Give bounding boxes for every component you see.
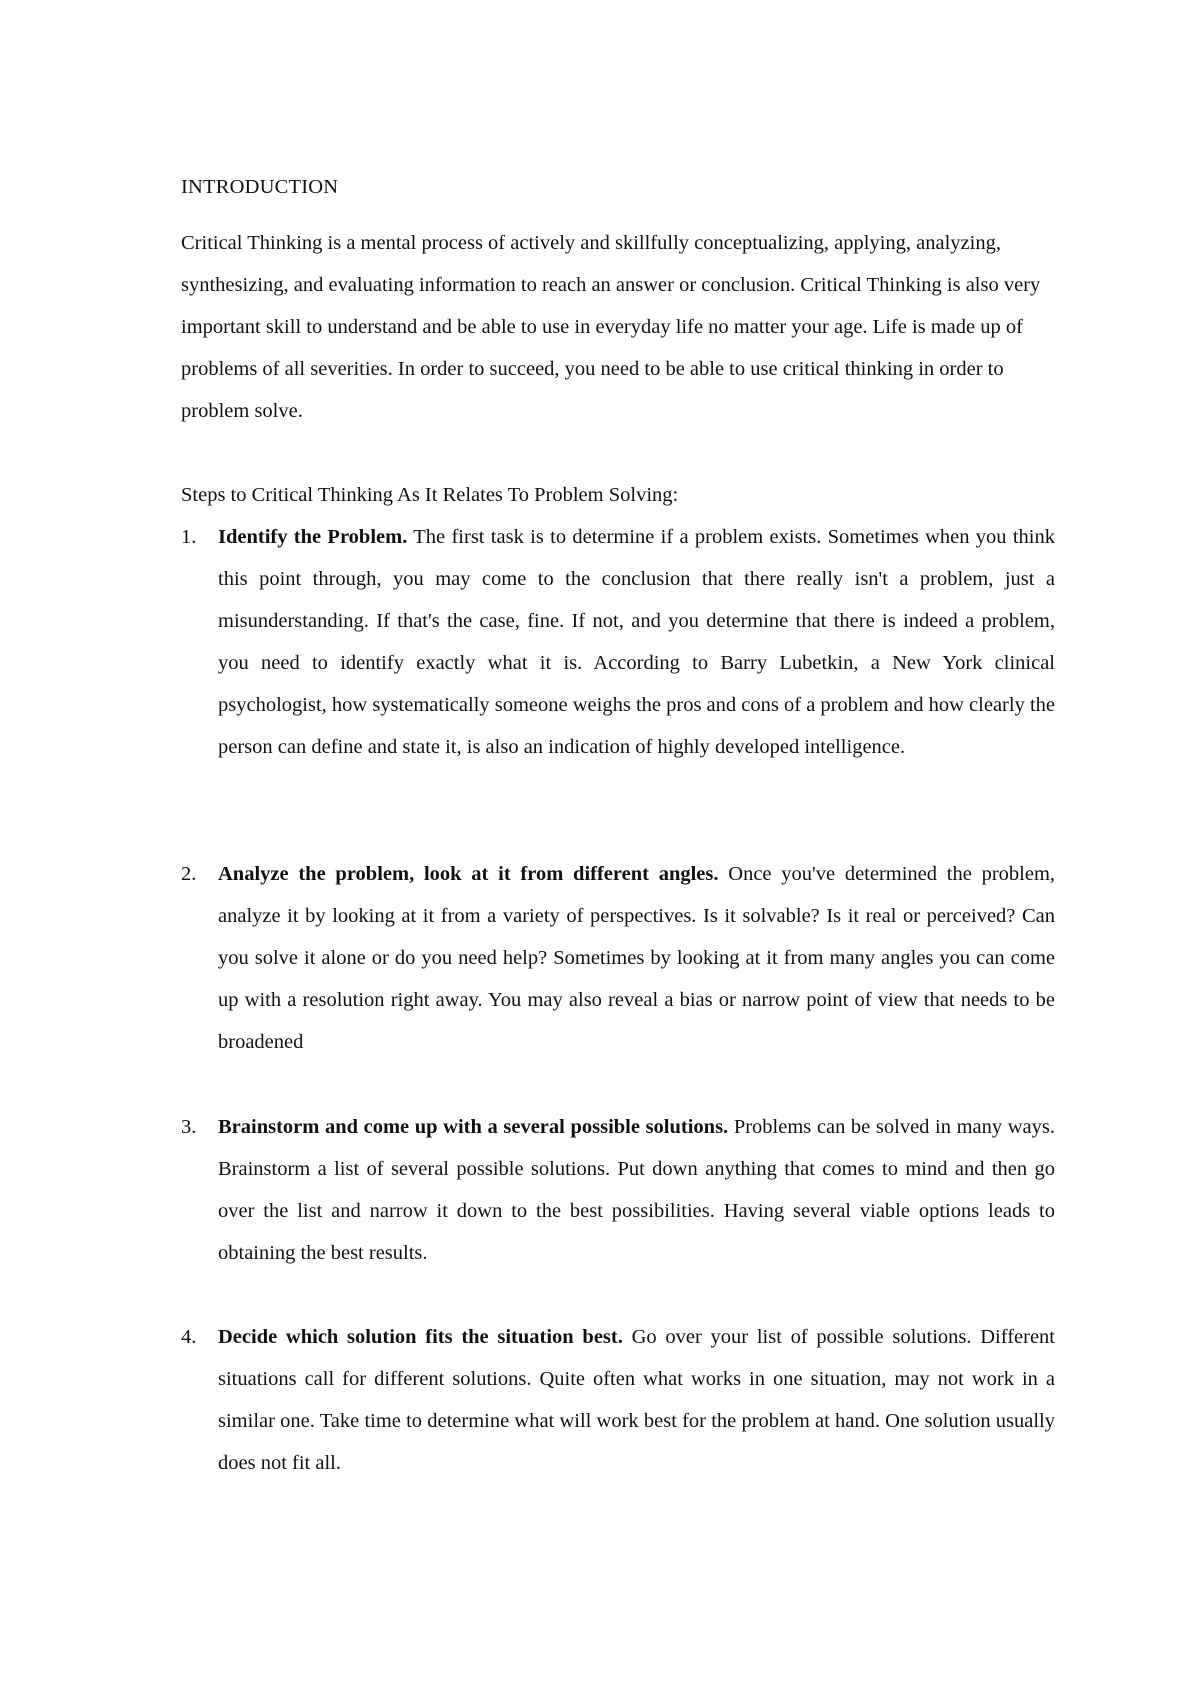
step-number: 4.: [181, 1326, 197, 1348]
list-item-step-1: [181, 516, 1055, 768]
step-number: 2.: [181, 863, 197, 885]
step-body: [218, 1316, 1055, 1484]
list-item-step-2: [181, 853, 1055, 1063]
step-number: 1.: [181, 526, 197, 548]
step-title: Decide which solution fits the situation best.: [218, 1326, 623, 1348]
step-title: Identify the Problem.: [218, 526, 408, 548]
step-title: Brainstorm and come up with a several possible solutions.: [218, 1116, 729, 1138]
step-text: Problems can be solved in many ways. Brainstorm a list of several possible solutions. Put down anything that comes to mind and then go over the list and narrow it down to the best possibilities. Having several viable options leads to obtaining the best results.: [218, 1116, 1056, 1264]
step-number: 3.: [181, 1116, 197, 1138]
step-title: Analyze the problem, look at it from different angles.: [218, 863, 719, 885]
step-text: The first task is to determine if a problem exists. Sometimes when you think this point through, you may come to the conclusion that there really isn't a problem, just a misunderstanding. If that's the case, fine. If not, and you determine that there is indeed a problem, you need to identify exactly what it is. According to Barry Lubetkin, a New York clinical psychologist, how systematically someone weighs the pros and cons of a problem and how clearly the person can define and state it, is also an indication of highly developed intelligence.: [218, 526, 1055, 758]
page-heading: INTRODUCTION: [181, 176, 339, 198]
step-body: [218, 1106, 1055, 1274]
step-text: Go over your list of possible solutions. Different situations call for different solutions. Quite often what works in one situation, may not work in a similar one. Take time to determine what will work best for the problem at hand. One solution usually does not fit all.: [218, 1326, 1055, 1474]
intro-paragraph: Critical Thinking is a mental process of actively and skillfully conceptualizing, applying, analyzing, synthesizing, and evaluating information to reach an answer or conclusion. Critical Thinking is also very important skill to understand and be able to use in everyday life no matter your age. Life is made up of problems of all severities. In order to succeed, you need to be able to use critical thinking in order to problem solve.: [181, 232, 1041, 422]
list-item-step-3: [181, 1106, 1055, 1274]
step-text: Once you've determined the problem, analyze it by looking at it from a variety of perspectives. Is it solvable? Is it real or perceived? Can you solve it alone or do you need help? Sometimes by looking at it from many angles you can come up with a resolution right away. You may also reveal a bias or narrow point of view that needs to be broadened: [218, 863, 1056, 1053]
step-body: [218, 853, 1055, 1063]
steps-lead-text: Steps to Critical Thinking As It Relates To Problem Solving:: [181, 484, 679, 506]
list-item-step-4: [181, 1316, 1055, 1484]
step-body: [218, 516, 1055, 768]
